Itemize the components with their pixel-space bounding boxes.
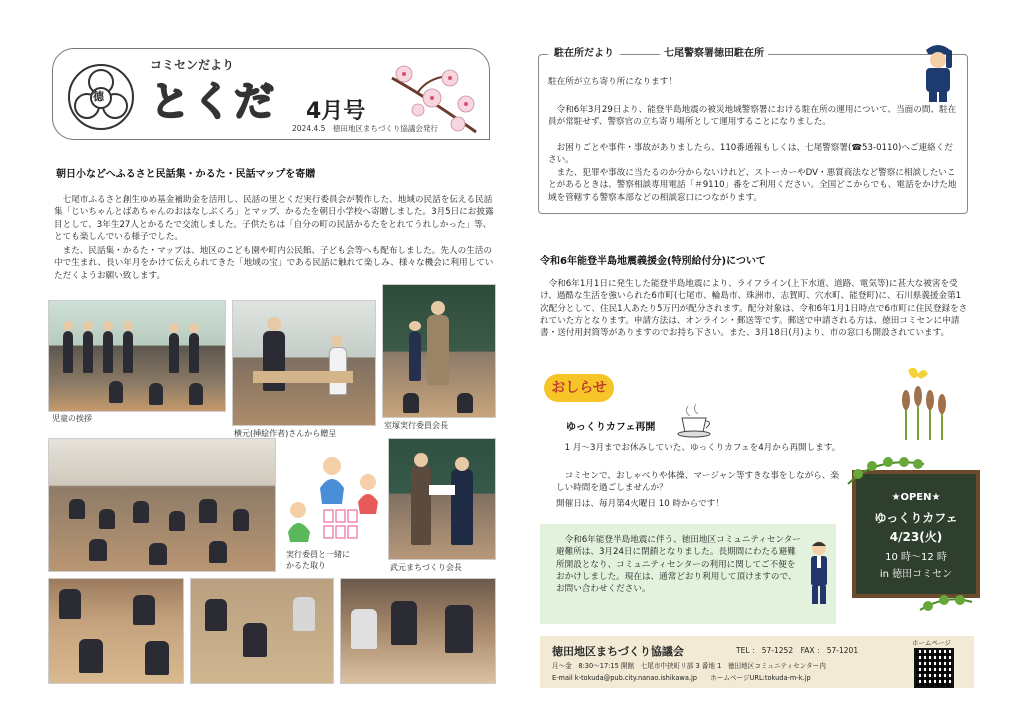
- shelter-notice-text: 令和6年能登半島地震に伴う、徳田地区コミュニティセンター避難所は、3月24日に閉鎖となりました。長期間にわたる避難所開設となり、コミュニティセンターの利用に関してご不便をおかけしました。現在は、通常どおり利用して頂けますので、お問い合わせください。: [556, 535, 801, 595]
- masthead-title: とくだ: [150, 79, 276, 125]
- caption-chairman: 室塚実行委員会長: [384, 421, 448, 430]
- chalk-date: 4/23(火): [889, 530, 943, 544]
- cafe-paragraph-2: コミセンで、おしゃべりや体操、マージャン等すきな事をしながら、楽しい時間を過ごしませんか？: [556, 471, 840, 494]
- issue-label: 4月号: [306, 99, 366, 124]
- qr-code-icon[interactable]: [914, 648, 954, 688]
- article1-headline: 朝日小などへふるさと民話集・かるた・民話マップを寄贈: [56, 169, 316, 180]
- cafe-paragraph-1: 1 月～3月までお休みしていた、ゆっくりカフェを4月から再開します。: [564, 443, 841, 453]
- photo-karuta-play-3: [340, 578, 496, 684]
- cafe-paragraph-3: 開催日は、毎月第4火曜日 10 時からです！: [556, 499, 724, 509]
- caption-greeting: 児童の挨拶: [52, 414, 92, 423]
- photo-karuta-gym: [48, 438, 276, 572]
- photo-presentation: [232, 300, 376, 426]
- photo-machizukuri-chair: [388, 438, 496, 560]
- footer-hours: 月～金 8:30～17:15 開館 七尾市中挟町リ部 3 番地 1 徳田地区コミュニティセンター内: [552, 662, 826, 670]
- relief-headline: 令和6年能登半島地震義援金(特別給付分)について: [540, 256, 766, 267]
- article1-paragraph-1: 七尾市ふるさと創生ゆめ基金補助金を活用し、民話の里とくだ実行委員会が製作した、地域の民話を伝える民話集「じいちゃんとばあちゃんのおはなしぶくろ」とマップ、かるたを朝日小学校へ寄贈しました。3月5日にお披露目として、3年生27人とかるたで交流しました。子供たちは「自分の町の民話かるたをとれてうれしかった」等、とても楽しんでいる様子でした。: [54, 195, 494, 242]
- bowing-staff-icon: [808, 540, 830, 606]
- footer-tel: TEL ： 57-1252 FAX ： 57-1201: [736, 646, 859, 655]
- caption-presentation: 横元(挿絵作者)さんから贈呈: [234, 429, 337, 438]
- cafe-title: ゆっくりカフェ再開: [566, 422, 656, 433]
- police-title: 駐在所だより: [548, 44, 620, 59]
- cherry-blossom-icon: [388, 58, 480, 138]
- homepage-label: ホームページ: [912, 639, 951, 647]
- footer: [540, 636, 974, 688]
- shelter-notice: [540, 524, 836, 624]
- caption-karuta: 実行委員と一緒に かるた取り: [286, 550, 350, 570]
- police-paragraph-2: お困りごとや事件・事故がありましたら、110番通報もしくは、七尾警察署(☎53-0110)へご連絡ください。: [548, 143, 953, 166]
- police-paragraph-3: また、犯罪や事故に当たるのか分からないけれど、ストーカーやDV・悪質商法など警察に相談したいことがあるときは、警察相談専用電話「＃9110」番をご利用ください。全国どこからでも、電話をかけた地域を管轄する警察本部などの相談窓口につながります。: [548, 168, 957, 203]
- karuta-illustration-icon: [284, 452, 380, 544]
- footer-org: 徳田地区まちづくり協議会: [552, 645, 684, 658]
- crest-char: 德: [93, 90, 104, 103]
- photo-karuta-play-2: [190, 578, 334, 684]
- chalk-open: ★OPEN★: [891, 492, 941, 503]
- police-subtitle: 七尾警察署徳田駐在所: [660, 44, 768, 59]
- chalk-name: ゆっくりカフェ: [874, 511, 958, 525]
- police-officer-icon: [918, 40, 958, 102]
- police-paragraph-1: 令和6年3月29日より、能登半島地震の被災地域警察署における駐在所の運用について、当面の間、駐在員が常駐せず、警察官の立ち寄り場所として運用することになりました。: [548, 105, 957, 128]
- caption-machizukuri-chair: 武元まちづくり会長: [390, 563, 462, 572]
- photo-greeting: [48, 300, 226, 412]
- relief-paragraph: 令和6年1月1日に発生した能登半島地震により、ライフライン(上下水道、道路、電気等)に甚大な被害を受け、過酷な生活を強いられた6市町(七尾市、輪島市、珠洲市、志賀町、穴水町、能登町)に、石川県義援金第1次配分として、住民1人あたり5万円が配分されます。配分対象は、令和6年1月1日時点で6市町に住民登録をされていた方となります。申請方法は、オンライン・郵送等です。郵送で申請される方は、徳田コミセンに申請書・送付用封筒等がありますのでお持ち下さい。また、3月18日(月)より、市の窓口も開設されています。: [540, 279, 968, 339]
- plant-butterfly-icon: [894, 364, 956, 444]
- publish-date: 2024.4.5 徳田地区まちづくり協議会発行: [292, 124, 438, 133]
- article1-paragraph-2: また、民話集・かるた・マップは、地区のこども園や町内公民館、子ども会等へも配布しました。先人の生活の中で生まれ、長い年月をかけて伝えられてきた「地域の宝」である民話に触れて楽しみ、様々な機会に利用していただくようお願い致します。: [54, 246, 494, 281]
- photo-karuta-play-1: [48, 578, 184, 684]
- photo-chairman: [382, 284, 496, 418]
- coffee-cup-icon: [676, 402, 716, 438]
- police-lead: 駐在所が立ち寄り所になります！: [548, 77, 677, 87]
- footer-email: E-mail k-tokuda@pub.city.nanao.ishikawa.jp ホームページURL:tokuda-m-k.jp: [552, 674, 811, 682]
- chalk-time: 10 時～12 時: [885, 552, 947, 563]
- chalk-place: in 徳田コミセン: [879, 569, 953, 580]
- masthead-subtitle: コミセンだより: [150, 58, 235, 72]
- ivy-leaves-bottom-icon: [918, 590, 974, 618]
- ivy-leaves-icon: [846, 454, 926, 490]
- oshirase-badge: おしらせ: [544, 374, 614, 402]
